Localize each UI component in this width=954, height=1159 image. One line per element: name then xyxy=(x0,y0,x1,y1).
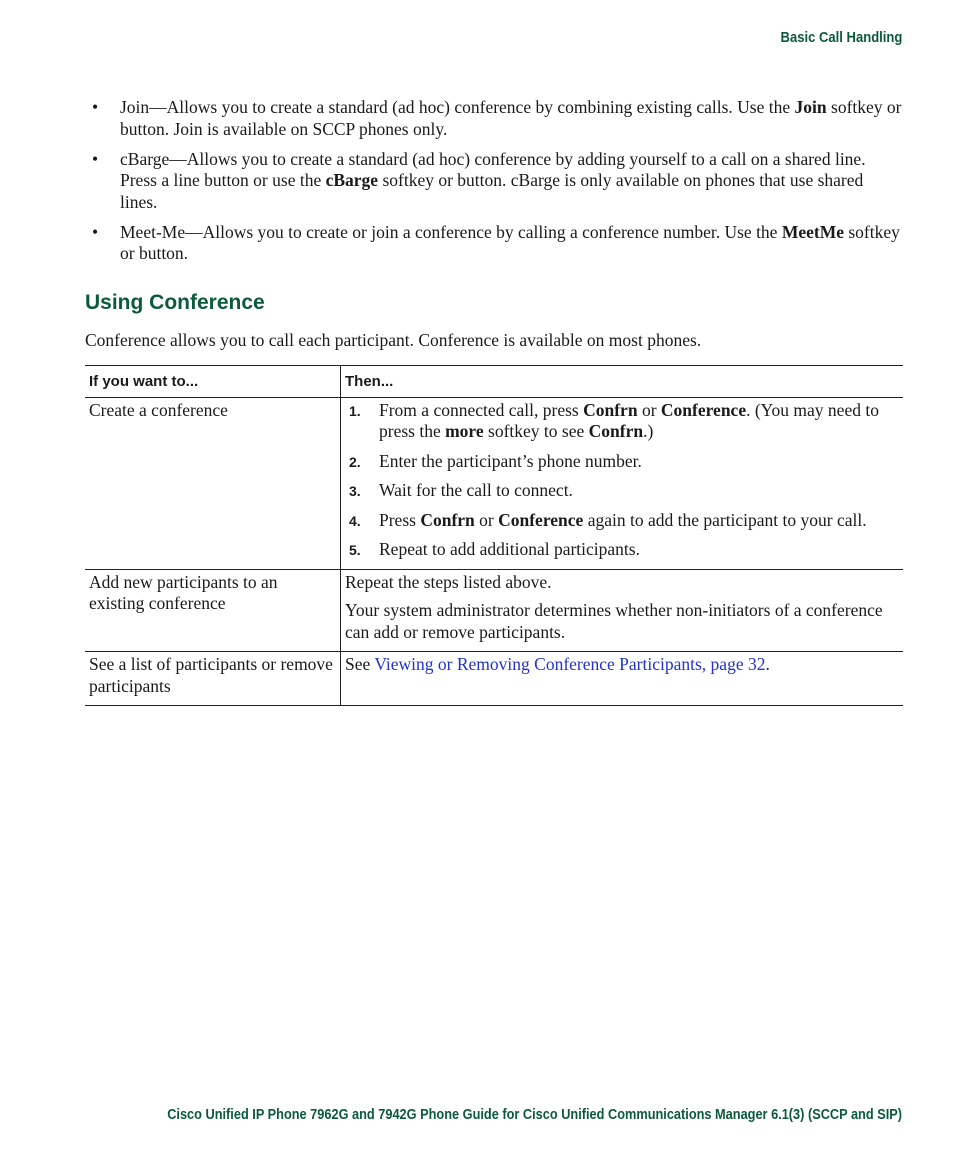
step-item: 3. Wait for the call to connect. xyxy=(349,480,573,500)
row-want: Create a conference xyxy=(85,397,341,569)
row-text: Your system administrator determines whether non-initiators of a conference can add or remove participants. xyxy=(345,600,883,642)
row-then xyxy=(341,569,904,652)
running-header: Basic Call Handling xyxy=(780,30,902,46)
col-header-then: Then... xyxy=(341,366,904,398)
row-then: See Viewing or Removing Conference Participants, page 32. xyxy=(341,652,904,706)
table-row xyxy=(85,569,903,652)
feature-list xyxy=(85,97,903,273)
cross-reference-link[interactable]: Viewing or Removing Conference Participants, page 32 xyxy=(374,654,766,674)
section-heading: Using Conference xyxy=(85,291,265,314)
step-item: 4. Press Confrn or Conference again to add the participant to your call. xyxy=(349,509,867,530)
list-item: • Join—Allows you to create a standard (ad hoc) conference by combining existing calls. Use the Join softkey or button. Join is available on SCCP phones only. xyxy=(85,97,903,140)
row-text: Repeat the steps listed above. xyxy=(345,571,552,592)
table-row xyxy=(85,652,903,706)
list-item: • Meet-Me—Allows you to create or join a conference by calling a conference number. Use the MeetMe softkey or button. xyxy=(85,222,903,265)
step-item: 2. Enter the participant’s phone number. xyxy=(349,450,642,471)
col-header-want: If you want to... xyxy=(85,366,341,398)
step-list xyxy=(345,400,899,561)
running-footer: Cisco Unified IP Phone 7962G and 7942G Phone Guide for Cisco Unified Communications Manager 6.1(3) (SCCP and SIP) xyxy=(167,1107,902,1123)
list-item: • cBarge—Allows you to create a standard (ad hoc) conference by adding yourself to a call on a shared line. Press a line button or use the cBarge softkey or button. cBarge is only available on phones that use shared lines. xyxy=(85,149,903,214)
step-item: 5. Repeat to add additional participants. xyxy=(349,539,640,559)
table-header-row xyxy=(85,366,903,398)
table-row xyxy=(85,397,903,569)
row-want: See a list of participants or remove participants xyxy=(85,652,341,706)
conference-table xyxy=(85,365,903,706)
row-want: Add new participants to an existing conference xyxy=(85,569,341,652)
section-intro: Conference allows you to call each participant. Conference is available on most phones. xyxy=(85,330,702,350)
row-then xyxy=(341,397,904,569)
step-item: 1. From a connected call, press Confrn or Conference. (You may need to press the more softkey to see Confrn.) xyxy=(349,399,879,441)
